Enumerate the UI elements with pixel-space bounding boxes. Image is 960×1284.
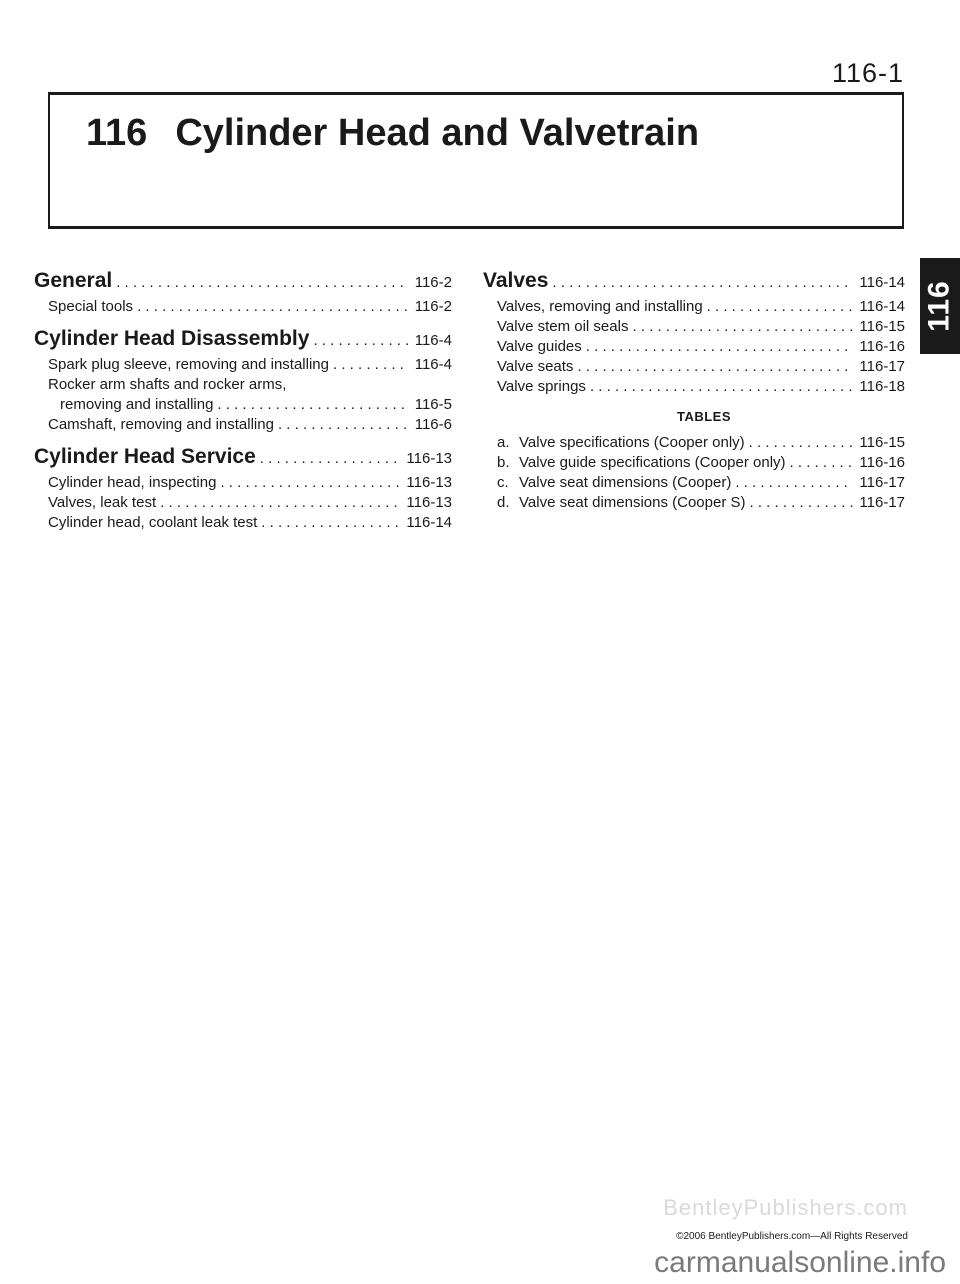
toc-page-ref: 116-17 (859, 358, 905, 375)
chapter-thumb-tab (920, 258, 960, 354)
leader-dots (552, 270, 853, 296)
toc-page-ref: 116-2 (414, 298, 452, 315)
leader-dots (160, 493, 400, 513)
title-top-rule (48, 92, 904, 95)
table-ref-label (497, 473, 731, 493)
toc-page-ref: 116-18 (859, 378, 905, 395)
publisher-watermark: BentleyPublishers.com (663, 1195, 908, 1220)
toc-item-label: Valve seats (497, 358, 574, 375)
table-ref-text: Valve seat dimensions (Cooper S) (519, 494, 746, 511)
table-ref[interactable] (483, 453, 905, 473)
chapter-number: 116 (86, 112, 148, 154)
leader-dots (261, 513, 400, 533)
toc-page-ref: 116-6 (414, 416, 452, 433)
leader-dots (707, 297, 854, 317)
leader-dots (590, 377, 853, 397)
toc-item[interactable] (34, 415, 452, 435)
leader-dots (790, 453, 854, 473)
toc-section-cylinder-head-disassembly[interactable] (34, 326, 452, 354)
table-ref[interactable] (483, 493, 905, 513)
chapter-title (86, 112, 699, 155)
leader-dots (333, 355, 409, 375)
toc-item-label: Special tools (48, 298, 134, 315)
toc-item-label: Cylinder head, coolant leak test (48, 514, 258, 531)
toc-item[interactable] (34, 355, 452, 375)
table-ref-letter: c. (497, 474, 509, 491)
leader-dots (220, 473, 400, 493)
leader-dots (260, 446, 401, 472)
toc-page-ref: 116-14 (859, 274, 905, 291)
chapter-title-text: Cylinder Head and Valvetrain (175, 112, 700, 154)
table-ref-letter: b. (497, 454, 510, 471)
toc-section-title: General (34, 269, 113, 292)
leader-dots (735, 473, 853, 493)
toc-right-column (483, 268, 905, 513)
toc-page-ref: 116-13 (406, 494, 452, 511)
page-number: 116-1 (831, 58, 904, 88)
leader-dots (586, 337, 854, 357)
toc-page-ref: 116-2 (414, 274, 452, 291)
leader-dots (577, 357, 853, 377)
toc-item[interactable] (34, 473, 452, 493)
table-ref-label (497, 453, 786, 473)
toc-page-ref: 116-13 (406, 474, 452, 491)
toc-item[interactable] (34, 297, 452, 317)
table-ref[interactable] (483, 473, 905, 493)
table-ref-letter: d. (497, 494, 510, 511)
table-ref-letter: a. (497, 434, 510, 451)
thumb-tab-label: 116 (923, 280, 956, 332)
toc-item[interactable] (483, 297, 905, 317)
toc-item-label: Camshaft, removing and installing (48, 416, 274, 433)
toc-item[interactable] (34, 513, 452, 533)
toc-left-column (34, 268, 452, 533)
toc-section-title: Cylinder Head Disassembly (34, 327, 310, 350)
toc-page-ref: 116-4 (414, 356, 452, 373)
toc-item[interactable] (483, 357, 905, 377)
table-ref-label (497, 433, 745, 453)
table-ref-text: Valve specifications (Cooper only) (519, 434, 745, 451)
title-bottom-rule (48, 226, 904, 229)
toc-section-cylinder-head-service[interactable] (34, 444, 452, 472)
toc-item-label-line1: Rocker arm shafts and rocker arms, (48, 376, 287, 393)
leader-dots (632, 317, 853, 337)
toc-item-label: Spark plug sleeve, removing and installing (48, 356, 329, 373)
table-ref[interactable] (483, 433, 905, 453)
toc-page-ref: 116-16 (859, 338, 905, 355)
leader-dots (278, 415, 409, 435)
toc-page-ref: 116-14 (406, 514, 452, 531)
toc-section-general[interactable] (34, 268, 452, 296)
spacer (34, 317, 452, 326)
toc-page-ref: 116-5 (414, 396, 452, 413)
toc-page-ref: 116-17 (859, 494, 905, 511)
toc-item-label: removing and installing (60, 396, 214, 413)
toc-page-ref: 116-4 (414, 332, 452, 349)
table-ref-text: Valve seat dimensions (Cooper) (519, 474, 732, 491)
toc-page-ref: 116-16 (859, 454, 905, 471)
copyright-notice: ©2006 BentleyPublishers.com—All Rights Reserved (676, 1231, 908, 1242)
toc-item[interactable] (483, 377, 905, 397)
tables-heading: TABLES (676, 409, 732, 424)
toc-item[interactable] (483, 337, 905, 357)
toc-item[interactable] (34, 493, 452, 513)
toc-item-label: Valve stem oil seals (497, 318, 629, 335)
toc-section-title: Valves (483, 269, 549, 292)
toc-page-ref: 116-14 (859, 298, 905, 315)
toc-page-ref: 116-17 (859, 474, 905, 491)
toc-item-line2 (48, 395, 452, 415)
toc-item-multiline[interactable] (34, 375, 452, 415)
toc-item-label: Valves, leak test (48, 494, 157, 511)
table-ref-text: Valve guide specifications (Cooper only) (519, 454, 786, 471)
toc-section-valves[interactable] (483, 268, 905, 296)
toc-page-ref: 116-15 (859, 434, 905, 451)
leader-dots (313, 328, 408, 354)
toc-item-label: Valve guides (497, 338, 582, 355)
chapter-title-box (48, 92, 904, 228)
toc-section-title: Cylinder Head Service (34, 445, 256, 468)
leader-dots (217, 395, 408, 415)
spacer (34, 435, 452, 444)
toc-item[interactable] (483, 317, 905, 337)
leader-dots (137, 297, 409, 317)
site-watermark: carmanualsonline.info (0, 1246, 960, 1280)
leader-dots (750, 493, 854, 513)
toc-item-label: Cylinder head, inspecting (48, 474, 217, 491)
toc-page-ref: 116-15 (859, 318, 905, 335)
leader-dots (749, 433, 854, 453)
leader-dots (116, 270, 409, 296)
table-ref-label (497, 493, 746, 513)
toc-item-label: Valves, removing and installing (497, 298, 703, 315)
toc-item-label: Valve springs (497, 378, 586, 395)
toc-page-ref: 116-13 (406, 450, 452, 467)
